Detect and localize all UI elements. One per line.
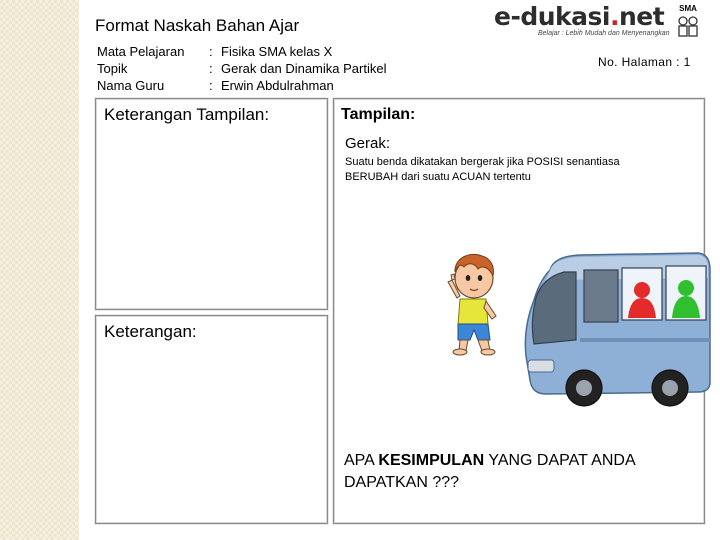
page-number: No. Halaman : 1 [598,55,691,69]
display-heading: Tampilan: [341,106,416,123]
logo-badge-text: SMA [679,4,697,13]
bus-illustration [520,248,712,410]
display-notes-heading: Keterangan Tampilan: [104,105,270,124]
page-title: Format Naskah Bahan Ajar [95,16,300,35]
conclusion-question [344,450,694,494]
meta-label: Nama Guru [97,78,165,93]
meta-row-teacher [97,77,386,94]
edukasi-logo[interactable] [492,4,704,46]
logo-wordmark [494,2,664,31]
logo-tagline: Belajar : Lebih Mudah dan Menyenangkan [538,30,670,37]
conclusion-keyword: KESIMPULAN [378,452,485,469]
conclusion-prefix: APA [344,452,379,469]
logo-brand-suffix: net [618,2,665,31]
meta-colon: : [209,44,213,59]
display-description: Suatu benda dikatakan bergerak jika POSISI senantiasa BERUBAH dari suatu ACUAN tertentu [345,156,620,183]
display-notes-panel [95,98,328,310]
meta-value: Fisika SMA kelas X [221,44,333,59]
meta-label: Mata Pelajaran [97,44,185,59]
boy-character-illustration [438,252,502,356]
notes-panel [95,315,328,524]
meta-value: Erwin Abdulrahman [221,78,334,93]
meta-value: Gerak dan Dinamika Partikel [221,61,387,76]
meta-row-topic [97,60,386,77]
sma-badge-icon [676,4,700,38]
meta-colon: : [209,61,213,76]
notes-heading: Keterangan: [104,322,197,341]
display-subheading: Gerak: [345,135,391,152]
logo-dot: . [609,2,619,31]
conclusion-suffix: YANG DAPAT ANDA DAPATKAN ??? [344,452,635,491]
decorative-side-strip [0,0,79,540]
meta-label: Topik [97,61,128,76]
logo-brand: e-dukasi [494,2,610,31]
meta-colon: : [209,78,213,93]
meta-row-subject [97,43,386,60]
meta-info [97,43,386,94]
